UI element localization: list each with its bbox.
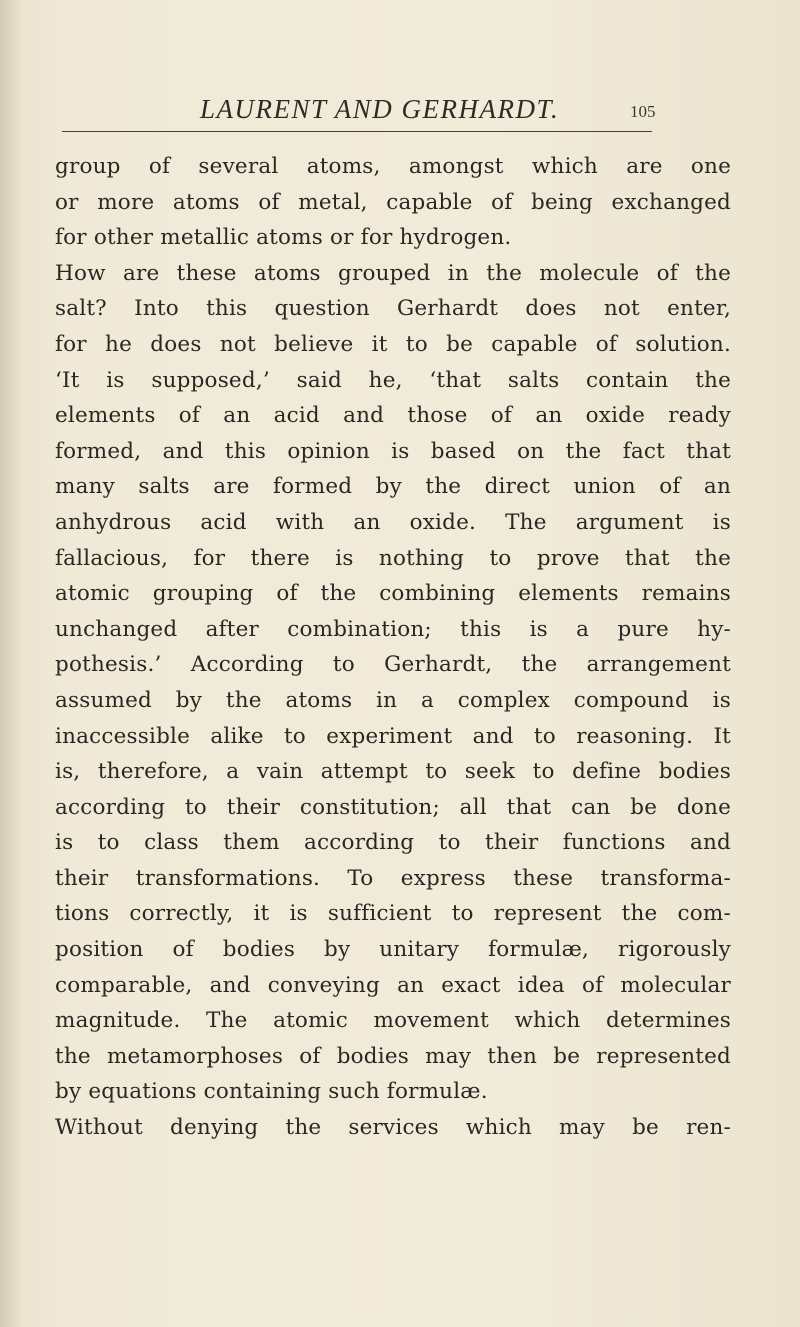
text-line: position of bodies by unitary formulæ, rigorously — [55, 937, 731, 963]
text-line: assumed by the atoms in a complex compound is — [55, 687, 731, 713]
header-rule — [62, 131, 652, 132]
text-line: for he does not believe it to be capable of solution. — [55, 331, 731, 357]
text-line: by equations containing such formulæ. — [55, 1079, 488, 1105]
page-number: 105 — [630, 102, 656, 121]
page-header — [0, 94, 800, 130]
text-line: or more atoms of metal, capable of being exchanged — [55, 189, 731, 215]
text-line: for other metallic atoms or for hydrogen. — [55, 225, 512, 251]
text-line: according to their constitution; all that can be done — [55, 794, 731, 820]
text-line: many salts are formed by the direct union of an — [55, 474, 731, 500]
text-line: is, therefore, a vain attempt to seek to define bodies — [55, 759, 731, 785]
text-line: the metamorphoses of bodies may then be represented — [55, 1043, 731, 1069]
text-line: atomic grouping of the combining elements remains — [55, 581, 731, 607]
page-gutter-shadow — [0, 0, 22, 1327]
text-line: salt? Into this question Gerhardt does not enter, — [55, 296, 731, 322]
text-line: inaccessible alike to experiment and to reasoning. It — [55, 723, 731, 749]
text-line: How are these atoms grouped in the molecule of the — [55, 260, 731, 286]
running-title: LAURENT AND GERHARDT. — [200, 94, 560, 124]
text-line: fallacious, for there is nothing to prove that the — [55, 545, 731, 571]
text-line: ‘It is supposed,’ said he, ‘that salts contain the — [55, 367, 731, 393]
text-line: tions correctly, it is sufficient to represent the com- — [55, 901, 731, 927]
text-line: magnitude. The atomic movement which determines — [55, 1008, 731, 1034]
text-line: Without denying the services which may be ren- — [55, 1115, 731, 1141]
text-line: is to class them according to their functions and — [55, 830, 731, 856]
text-line: their transformations. To express these transforma- — [55, 865, 731, 891]
text-line: unchanged after combination; this is a pure hy- — [55, 616, 731, 642]
text-line: comparable, and conveying an exact idea of molecular — [55, 972, 731, 998]
text-line: elements of an acid and those of an oxide ready — [55, 403, 731, 429]
text-line: formed, and this opinion is based on the fact that — [55, 438, 731, 464]
text-line: group of several atoms, amongst which are one — [55, 154, 731, 179]
text-line: pothesis.’ According to Gerhardt, the arrangement — [55, 652, 731, 678]
body-text — [55, 149, 731, 1146]
text-line: anhydrous acid with an oxide. The argument is — [55, 509, 731, 535]
